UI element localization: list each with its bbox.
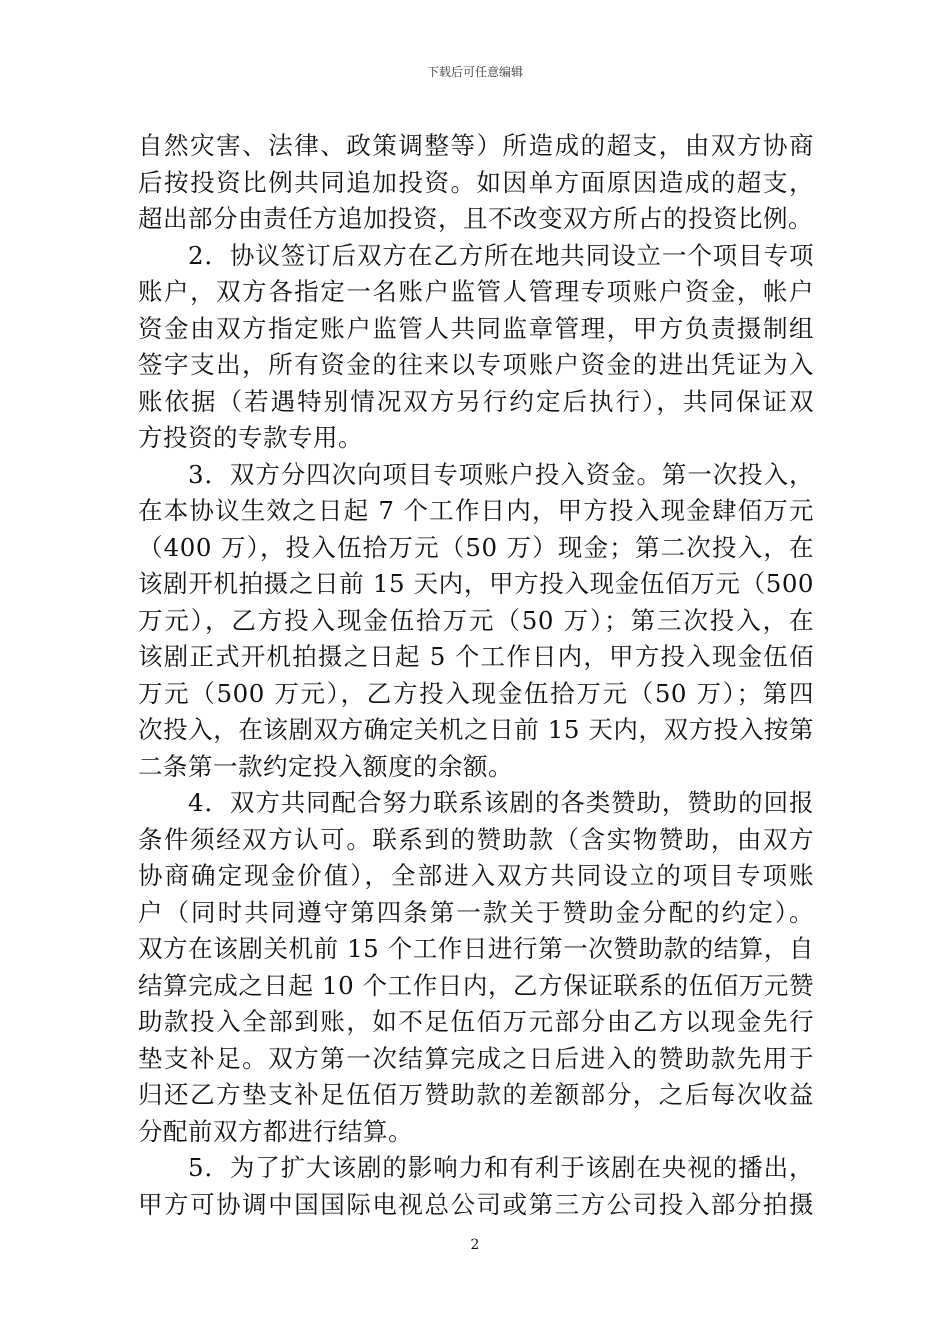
clause-2-line: 2．协议签订后双方在乙方所在地共同设立一个项目专项 bbox=[188, 240, 814, 270]
text-line: 账户，双方各指定一名账户监管人管理专项账户资金，帐户 bbox=[138, 277, 814, 306]
text-line: 助款投入全部到账，如不足伍佰万元部分由乙方以现金先行 bbox=[138, 1007, 814, 1036]
document-body bbox=[138, 128, 814, 1223]
text-line: 甲方可协调中国国际电视总公司或第三方公司投入部分拍摄 bbox=[138, 1189, 814, 1219]
text-line: 万元（500 万元），乙方投入现金伍拾万元（50 万）；第四 bbox=[138, 678, 814, 708]
text-line: 分配前双方都进行结算。 bbox=[138, 1116, 413, 1146]
text-line: 次投入，在该剧双方确定关机之日前 15 天内，双方投入按第 bbox=[138, 715, 814, 744]
text-line: 在本协议生效之日起 7 个工作日内，甲方投入现金肆佰万元 bbox=[138, 496, 814, 525]
text-line: 结算完成之日起 10 个工作日内，乙方保证联系的伍佰万元赞 bbox=[138, 970, 814, 1000]
text-line: 账依据（若遇特别情况双方另行约定后执行），共同保证双 bbox=[138, 386, 814, 416]
clause-5-line: 5．为了扩大该剧的影响力和有利于该剧在央视的播出， bbox=[188, 1153, 814, 1182]
text-line: 户（同时共同遵守第四条第一款关于赞助金分配的约定）。 bbox=[138, 897, 814, 927]
text-line: 万元），乙方投入现金伍拾万元（50 万）；第三次投入，在 bbox=[138, 605, 814, 635]
page-header: 下载后可任意编辑 bbox=[426, 65, 523, 79]
text-line: 超出部分由责任方追加投资，且不改变双方所占的投资比例。 bbox=[138, 204, 813, 233]
clause-4-line: 4．双方共同配合努力联系该剧的各类赞助，赞助的回报 bbox=[188, 788, 814, 817]
page-number: 2 bbox=[470, 1237, 480, 1253]
text-line: 自然灾害、法律、政策调整等）所造成的超支，由双方协商 bbox=[138, 131, 814, 160]
text-line: 二条第一款约定投入额度的余额。 bbox=[138, 751, 513, 781]
text-line: 条件须经双方认可。联系到的赞助款（含实物赞助，由双方 bbox=[138, 824, 814, 854]
text-line: （400 万），投入伍拾万元（50 万）现金；第二次投入，在 bbox=[138, 532, 814, 562]
clause-3-line: 3．双方分四次向项目专项账户投入资金。第一次投入， bbox=[188, 459, 814, 489]
text-line: 归还乙方垫支补足伍佰万赞助款的差额部分，之后每次收益 bbox=[138, 1080, 814, 1109]
text-line: 该剧正式开机拍摄之日起 5 个工作日内，甲方投入现金伍佰 bbox=[138, 642, 814, 671]
text-line: 垫支补足。双方第一次结算完成之日后进入的赞助款先用于 bbox=[138, 1043, 814, 1073]
text-line: 资金由双方指定账户监管人共同监章管理，甲方负责摄制组 bbox=[138, 313, 814, 343]
text-line: 签字支出，所有资金的往来以专项账户资金的进出凭证为入 bbox=[138, 350, 814, 379]
text-line: 方投资的专款专用。 bbox=[138, 423, 363, 452]
text-line: 双方在该剧关机前 15 个工作日进行第一次赞助款的结算，自 bbox=[138, 934, 814, 963]
text-line: 协商确定现金价值），全部进入双方共同设立的项目专项账 bbox=[138, 861, 814, 890]
text-line: 该剧开机拍摄之日前 15 天内，甲方投入现金伍佰万元（500 bbox=[138, 569, 814, 598]
text-line: 后按投资比例共同追加投资。如因单方面原因造成的超支， bbox=[138, 167, 814, 197]
